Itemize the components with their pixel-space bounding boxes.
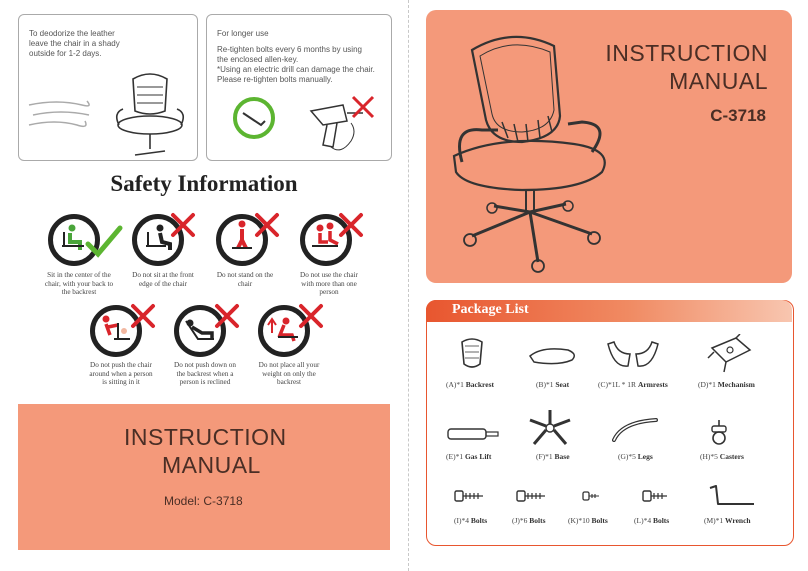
electric-drill-prohibited-icon — [301, 91, 381, 155]
package-item-l: (L)*4 Bolts — [634, 516, 670, 525]
gas-lift-part-icon — [446, 426, 500, 442]
longer-use-tip-box — [206, 14, 392, 161]
longer-use-text: Re-tighten bolts every 6 months by using the enclosed allen-key. *Using an electric drill can damage the chair. Please re-tighten bolts manually. — [217, 45, 375, 84]
green-check-icon — [84, 222, 124, 262]
mechanism-part-icon — [706, 334, 754, 374]
deodorize-tip-text: To deodorize the leather leave the chair in a shady outside for 1-2 days. — [29, 29, 120, 58]
seat-part-icon — [528, 346, 578, 366]
package-item-h: (H)*5 Casters — [700, 452, 744, 461]
package-item-j: (J)*6 Bolts — [512, 516, 546, 525]
left-cover-panel — [18, 404, 390, 550]
safety-caption-7: Do not place all your weight on only the backrest — [258, 361, 320, 387]
legs-part-icon — [612, 418, 660, 442]
bolt-l-icon — [642, 490, 668, 502]
package-item-d: (D)*1 Mechanism — [698, 380, 755, 389]
bolt-k-icon — [582, 491, 600, 501]
right-cover-model: C-3718 — [710, 106, 766, 125]
package-item-g: (G)*5 Legs — [618, 452, 653, 461]
package-item-a: (A)*1 Backrest — [446, 380, 494, 389]
red-cross-icon — [298, 303, 324, 329]
red-cross-icon — [130, 303, 156, 329]
deodorize-tip-box — [18, 14, 198, 161]
red-cross-icon — [338, 212, 364, 238]
red-cross-icon — [254, 212, 280, 238]
package-item-b: (B)*1 Seat — [536, 380, 570, 389]
right-cover-panel — [426, 10, 792, 283]
allen-key-ok-icon — [231, 95, 277, 141]
armrests-part-icon — [604, 338, 662, 372]
backrest-part-icon — [458, 336, 486, 372]
package-item-e: (E)*1 Gas Lift — [446, 452, 492, 461]
safety-caption-6: Do not push down on the backrest when a person is reclined — [174, 361, 236, 387]
office-chair-illustration — [442, 26, 618, 276]
left-cover-model: Model: C-3718 — [164, 494, 243, 508]
caster-part-icon — [708, 418, 730, 446]
bolt-j-icon — [516, 490, 546, 502]
package-list-title: Package List — [452, 302, 529, 317]
safety-caption-3: Do not stand on the chair — [216, 271, 274, 288]
package-item-f: (F)*1 Base — [536, 452, 570, 461]
longer-use-title: For longer use — [217, 29, 269, 38]
safety-caption-1: Sit in the center of the chair, with your back to the backrest — [44, 271, 114, 297]
right-cover-title-line1: INSTRUCTION — [605, 40, 768, 66]
red-cross-icon — [170, 212, 196, 238]
person-leaning-back-icon — [264, 313, 302, 345]
safety-caption-2: Do not sit at the front edge of the chair — [132, 271, 194, 288]
red-cross-icon — [214, 303, 240, 329]
package-item-i: (I)*4 Bolts — [454, 516, 488, 525]
package-item-m: (M)*1 Wrench — [704, 516, 751, 525]
wind-icon — [27, 95, 97, 135]
chair-sketch-icon — [105, 69, 195, 159]
page-fold-line — [408, 0, 409, 571]
base-part-icon — [528, 408, 572, 448]
right-cover-title-line2: MANUAL — [669, 68, 768, 94]
left-cover-title-line1: INSTRUCTION — [124, 424, 287, 450]
safety-caption-5: Do not push the chair around when a person is sitting in it — [89, 361, 153, 387]
package-item-k: (K)*10 Bolts — [568, 516, 608, 525]
package-item-c: (C)*1L * 1R Armrests — [598, 380, 668, 389]
bolt-i-icon — [454, 490, 484, 502]
safety-title: Safety Information — [110, 171, 298, 196]
wrench-part-icon — [706, 484, 756, 508]
person-pushing-chair-icon — [98, 313, 134, 347]
safety-caption-4: Do not use the chair with more than one person — [300, 271, 358, 297]
person-reclined-icon — [182, 315, 218, 345]
left-cover-title-line2: MANUAL — [162, 452, 261, 478]
